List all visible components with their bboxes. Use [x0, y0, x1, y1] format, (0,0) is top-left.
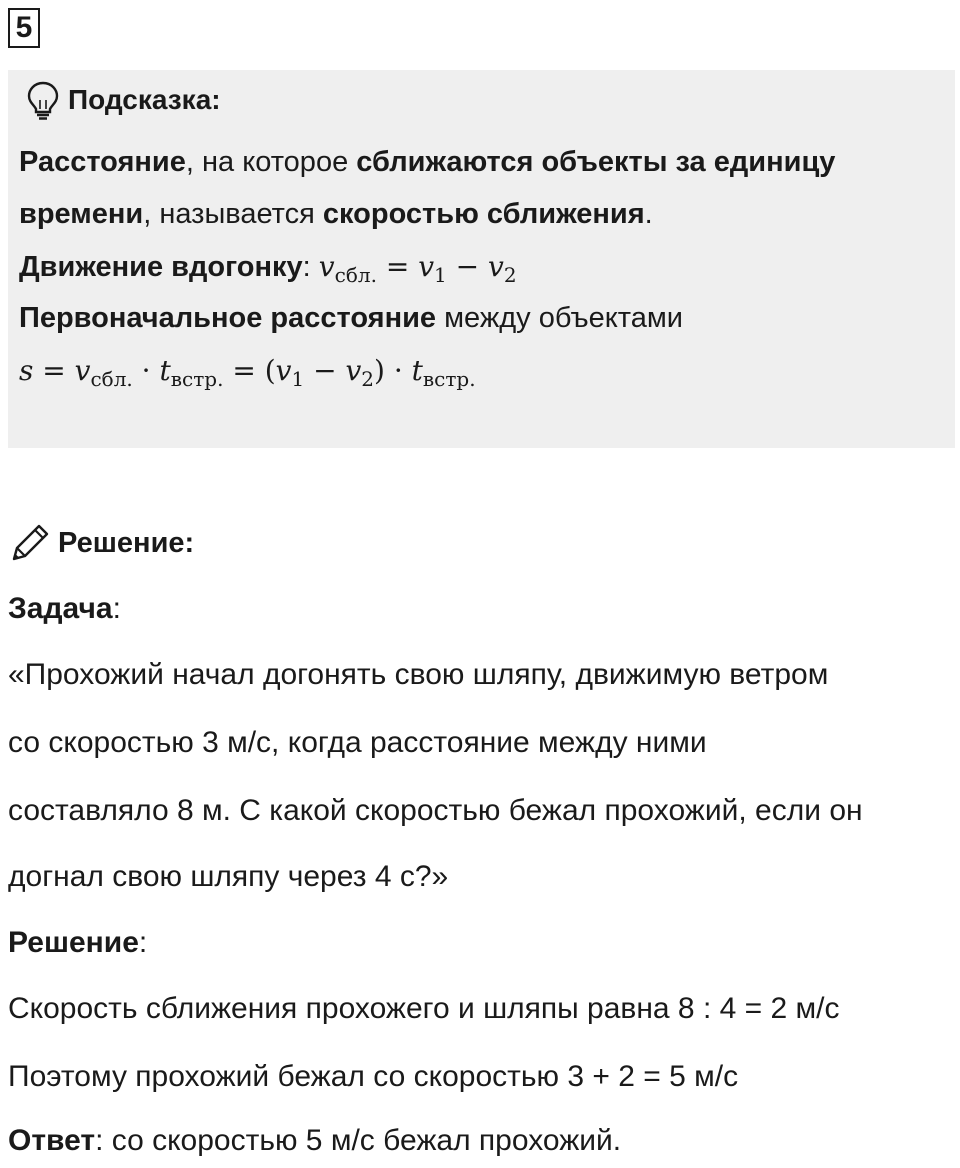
colon: :	[138, 926, 148, 959]
solution-label: Решение	[8, 926, 139, 959]
hint-line-4	[19, 302, 683, 335]
answer-text: : со скоростью 5 м/с бежал прохожий.	[95, 1124, 622, 1157]
hint-text: , на которое	[185, 146, 357, 178]
task-label: Задача	[8, 592, 113, 625]
hint-line-5	[19, 354, 476, 391]
answer-label: Ответ	[8, 1124, 96, 1157]
hint-panel	[8, 70, 955, 448]
hint-text: :	[302, 251, 319, 283]
solution-label-line	[8, 926, 147, 960]
hint-line-3	[19, 250, 517, 287]
solution-header	[8, 518, 194, 568]
task-label-line	[8, 592, 121, 626]
formula-closing-speed: $v_{сбл.} = v_1 - v_2$	[318, 250, 517, 287]
hint-term-distance: Расстояние	[19, 146, 186, 178]
solution-step-1: Скорость сближения прохожего и шляпы равна 8 : 4 = 2 м/с	[8, 992, 840, 1025]
hint-term-initial-distance: Первоначальное расстояние	[19, 302, 437, 334]
formula-distance: $s = v_{сбл.} \cdot t_{встр.} = (v_1 - v_2) \cdot t_{встр.}$	[19, 354, 476, 391]
hint-term-closing-speed: скоростью сближения	[322, 198, 645, 230]
hint-term: сближаются объекты за единицу	[356, 146, 836, 178]
solution-step-2: Поэтому прохожий бежал со скоростью 3 + 2 = 5 м/с	[8, 1060, 739, 1093]
hint-text: , называется	[143, 198, 323, 230]
answer-line	[8, 1124, 621, 1158]
hint-text: между объектами	[436, 302, 683, 334]
hint-term: времени	[19, 198, 144, 230]
hint-title: Подсказка:	[68, 84, 221, 115]
hint-line-1	[19, 146, 835, 179]
hint-line-2	[19, 198, 653, 231]
task-text-line-1: «Прохожий начал догонять свою шляпу, движимую ветром	[8, 658, 829, 691]
pencil-icon	[8, 521, 52, 565]
task-text-line-4: догнал свою шляпу через 4 с?»	[8, 860, 449, 893]
lightbulb-icon	[26, 80, 60, 120]
hint-term-chase: Движение вдогонку	[19, 251, 303, 283]
task-number-badge: 5	[8, 8, 40, 48]
task-text-line-2: со скоростью 3 м/с, когда расстояние между ними	[8, 726, 707, 759]
solution-title: Решение:	[58, 526, 195, 559]
hint-text: .	[644, 198, 653, 230]
hint-header	[26, 78, 221, 122]
colon: :	[112, 592, 121, 625]
task-text-line-3: составляло 8 м. С какой скоростью бежал прохожий, если он	[8, 794, 863, 827]
